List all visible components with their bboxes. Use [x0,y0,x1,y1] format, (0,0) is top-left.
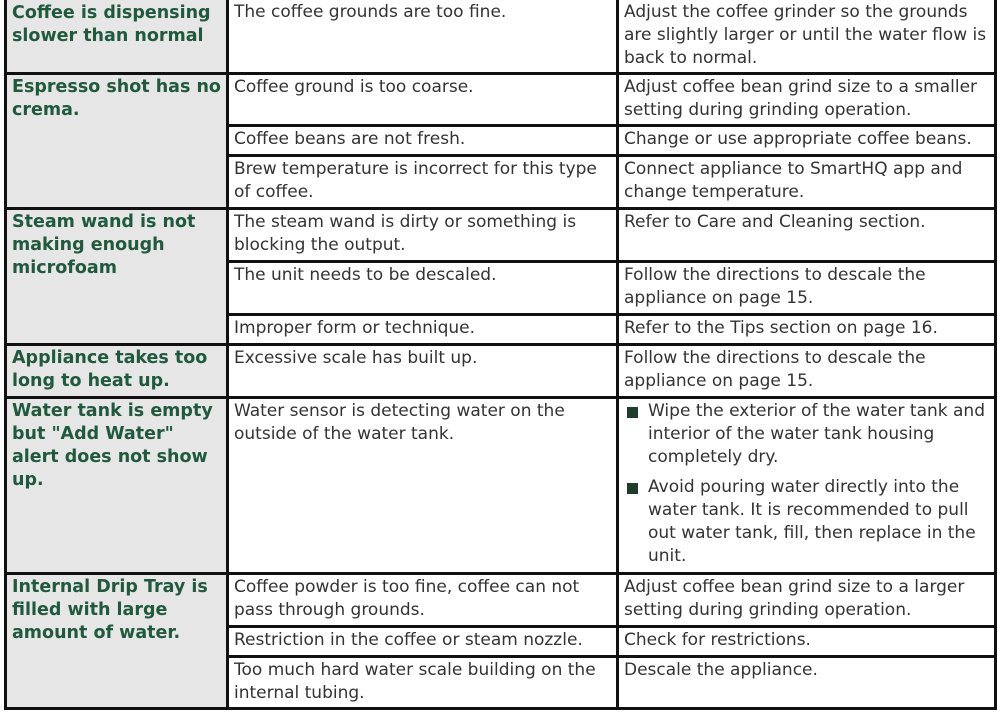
problem-cell [6,74,228,209]
cause-text: The unit needs to be descaled. [234,265,497,285]
list-item [624,476,989,568]
cause-cell [228,315,618,345]
solution-text: Refer to Care and Cleaning section. [624,212,926,232]
table-row [6,398,996,574]
cause-text: Coffee ground is too coarse. [234,77,474,97]
problem-cell [6,398,228,574]
solution-cell [618,126,996,156]
problem-cell [6,0,228,74]
cause-text: Coffee beans are not fresh. [234,129,466,149]
cause-cell [228,0,618,74]
solution-cell [618,209,996,262]
cause-cell [228,657,618,709]
problem-cell [6,345,228,398]
table-row [6,0,996,74]
table-row [6,209,996,262]
solution-cell [618,315,996,345]
solution-cell [618,398,996,574]
solution-text: Connect appliance to SmartHQ app and change temperature. [624,159,963,202]
problem-text: Coffee is dispensing slower than normal [12,3,211,46]
solution-text: Refer to the Tips section on page 16. [624,318,938,338]
solution-cell [618,262,996,315]
solution-text: Adjust the coffee grinder so the grounds are slightly larger or until the water flow is back to normal. [624,2,987,68]
solution-cell [618,657,996,709]
solution-cell [618,74,996,126]
cause-cell [228,574,618,627]
problem-cell [6,209,228,345]
cause-cell [228,74,618,126]
cause-cell [228,156,618,209]
cause-text: The steam wand is dirty or something is blocking the output. [234,212,577,255]
solution-cell [618,627,996,657]
square-bullet-icon [627,407,638,418]
cause-cell [228,345,618,398]
problem-text: Appliance takes too long to heat up. [12,348,208,391]
solution-text: Adjust coffee bean grind size to a larger setting during grinding operation. [624,577,965,620]
cause-text: Brew temperature is incorrect for this type of coffee. [234,159,597,202]
solution-text: Change or use appropriate coffee beans. [624,129,972,149]
problem-text: Steam wand is not making enough microfoam [12,212,196,278]
cause-text: The coffee grounds are too fine. [234,2,507,22]
problem-text: Espresso shot has no crema. [12,77,221,120]
square-bullet-icon [627,483,638,494]
solution-cell [618,574,996,627]
table-row [6,74,996,126]
solution-text: Adjust coffee bean grind size to a smaller setting during grinding operation. [624,77,978,120]
solution-text: Follow the directions to descale the appliance on page 15. [624,265,926,308]
problem-text: Water tank is empty but "Add Water" alert does not show up. [12,401,213,490]
cause-text: Too much hard water scale building on the internal tubing. [234,660,596,703]
problem-text: Internal Drip Tray is filled with large amount of water. [12,577,208,643]
table-row [6,345,996,398]
solution-text: Descale the appliance. [624,660,818,680]
cause-cell [228,126,618,156]
table-row [6,574,996,627]
problem-cell [6,574,228,709]
list-item [624,400,989,469]
solution-text: Follow the directions to descale the appliance on page 15. [624,348,926,391]
solution-cell [618,156,996,209]
cause-cell [228,627,618,657]
solution-cell [618,345,996,398]
cause-text: Restriction in the coffee or steam nozzle. [234,630,583,650]
cause-text: Excessive scale has built up. [234,348,478,368]
cause-cell [228,209,618,262]
cause-cell [228,398,618,574]
cause-cell [228,262,618,315]
cause-text: Improper form or technique. [234,318,476,338]
solution-bullet-list [624,400,989,568]
troubleshooting-table [4,0,997,710]
solution-text: Avoid pouring water directly into the water tank. It is recommended to pull out water tank, fill, then replace in the unit. [648,477,976,566]
solution-text: Check for restrictions. [624,630,811,650]
cause-text: Water sensor is detecting water on the outside of the water tank. [234,401,565,444]
solution-cell [618,0,996,74]
solution-text: Wipe the exterior of the water tank and interior of the water tank housing completely dry. [648,401,985,467]
cause-text: Coffee powder is too fine, coffee can not pass through grounds. [234,577,580,620]
